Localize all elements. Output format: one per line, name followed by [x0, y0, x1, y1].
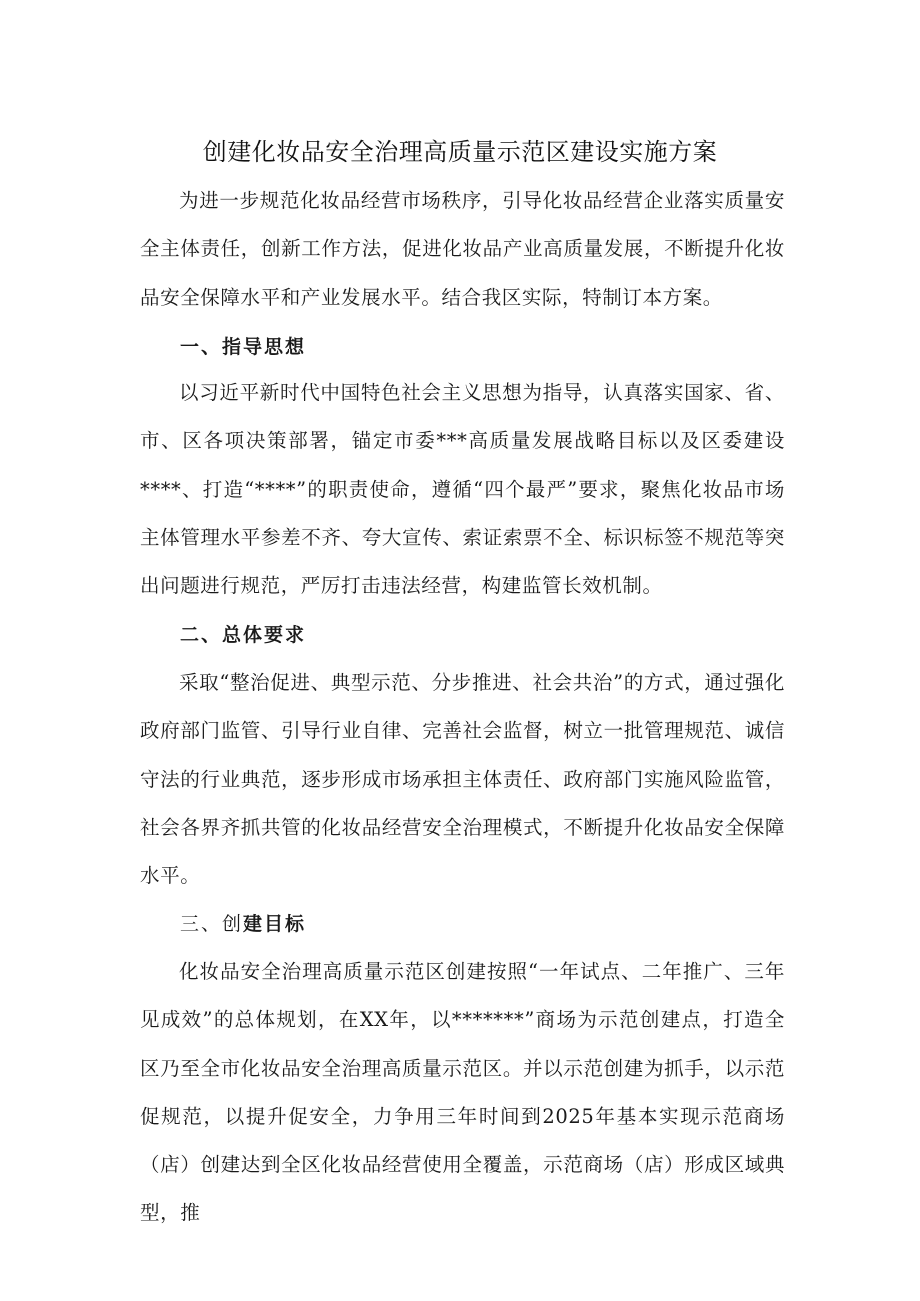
section-body-guiding-thought: 以习近平新时代中国特色社会主义思想为指导，认真落实国家、省、市、区各项决策部署，锚定市委***高质量发展战略目标以及区委建设****、打造“****”的职责使命，遵循“四个最严”要求，聚焦化妆品市场主体管理水平参差不齐、夸大宣传、索证索票不全、标识标签不规范等突出问题进行规范，严厉打击违法经营，构建监管长效机制。	[140, 381, 785, 598]
section-body-creation-goals: 化妆品安全治理高质量示范区创建按照“一年试点、二年推广、三年见成效”的总体规划，在XX年，以*******”商场为示范创建点，打造全区乃至全市化妆品安全治理高质量示范区。并以示范创建为抓手，以示范促规范，以提升促安全，力争用三年时间到2025年基本实现示范商场（店）创建达到全区化妆品经营使用全覆盖，示范商场（店）形成区域典型，推	[140, 960, 785, 1225]
section-heading-overall-requirements: 二、总体要求	[180, 624, 307, 646]
intro-paragraph: 为进一步规范化妆品经营市场秩序，引导化妆品经营企业落实质量安全主体责任，创新工作方法，促进化妆品产业高质量发展，不断提升化妆品安全保障水平和产业发展水平。结合我区实际，特制订本方案。	[140, 189, 785, 309]
section-heading-guiding-thought: 一、指导思想	[180, 336, 307, 358]
section-heading-rest: 建目标	[243, 913, 307, 935]
document-title: 创建化妆品安全治理高质量示范区建设实施方案	[202, 138, 718, 166]
section-heading-prefix: 三、创	[180, 913, 244, 935]
section-body-overall-requirements: 采取“整治促进、典型示范、分步推进、社会共治”的方式，通过强化政府部门监管、引导行业自律、完善社会监督，树立一批管理规范、诚信守法的行业典范，逐步形成市场承担主体责任、政府部门实施风险监管，社会各界齐抓共管的化妆品经营安全治理模式，不断提升化妆品安全保障水平。	[140, 671, 785, 888]
section-heading-creation-goals	[180, 909, 306, 939]
